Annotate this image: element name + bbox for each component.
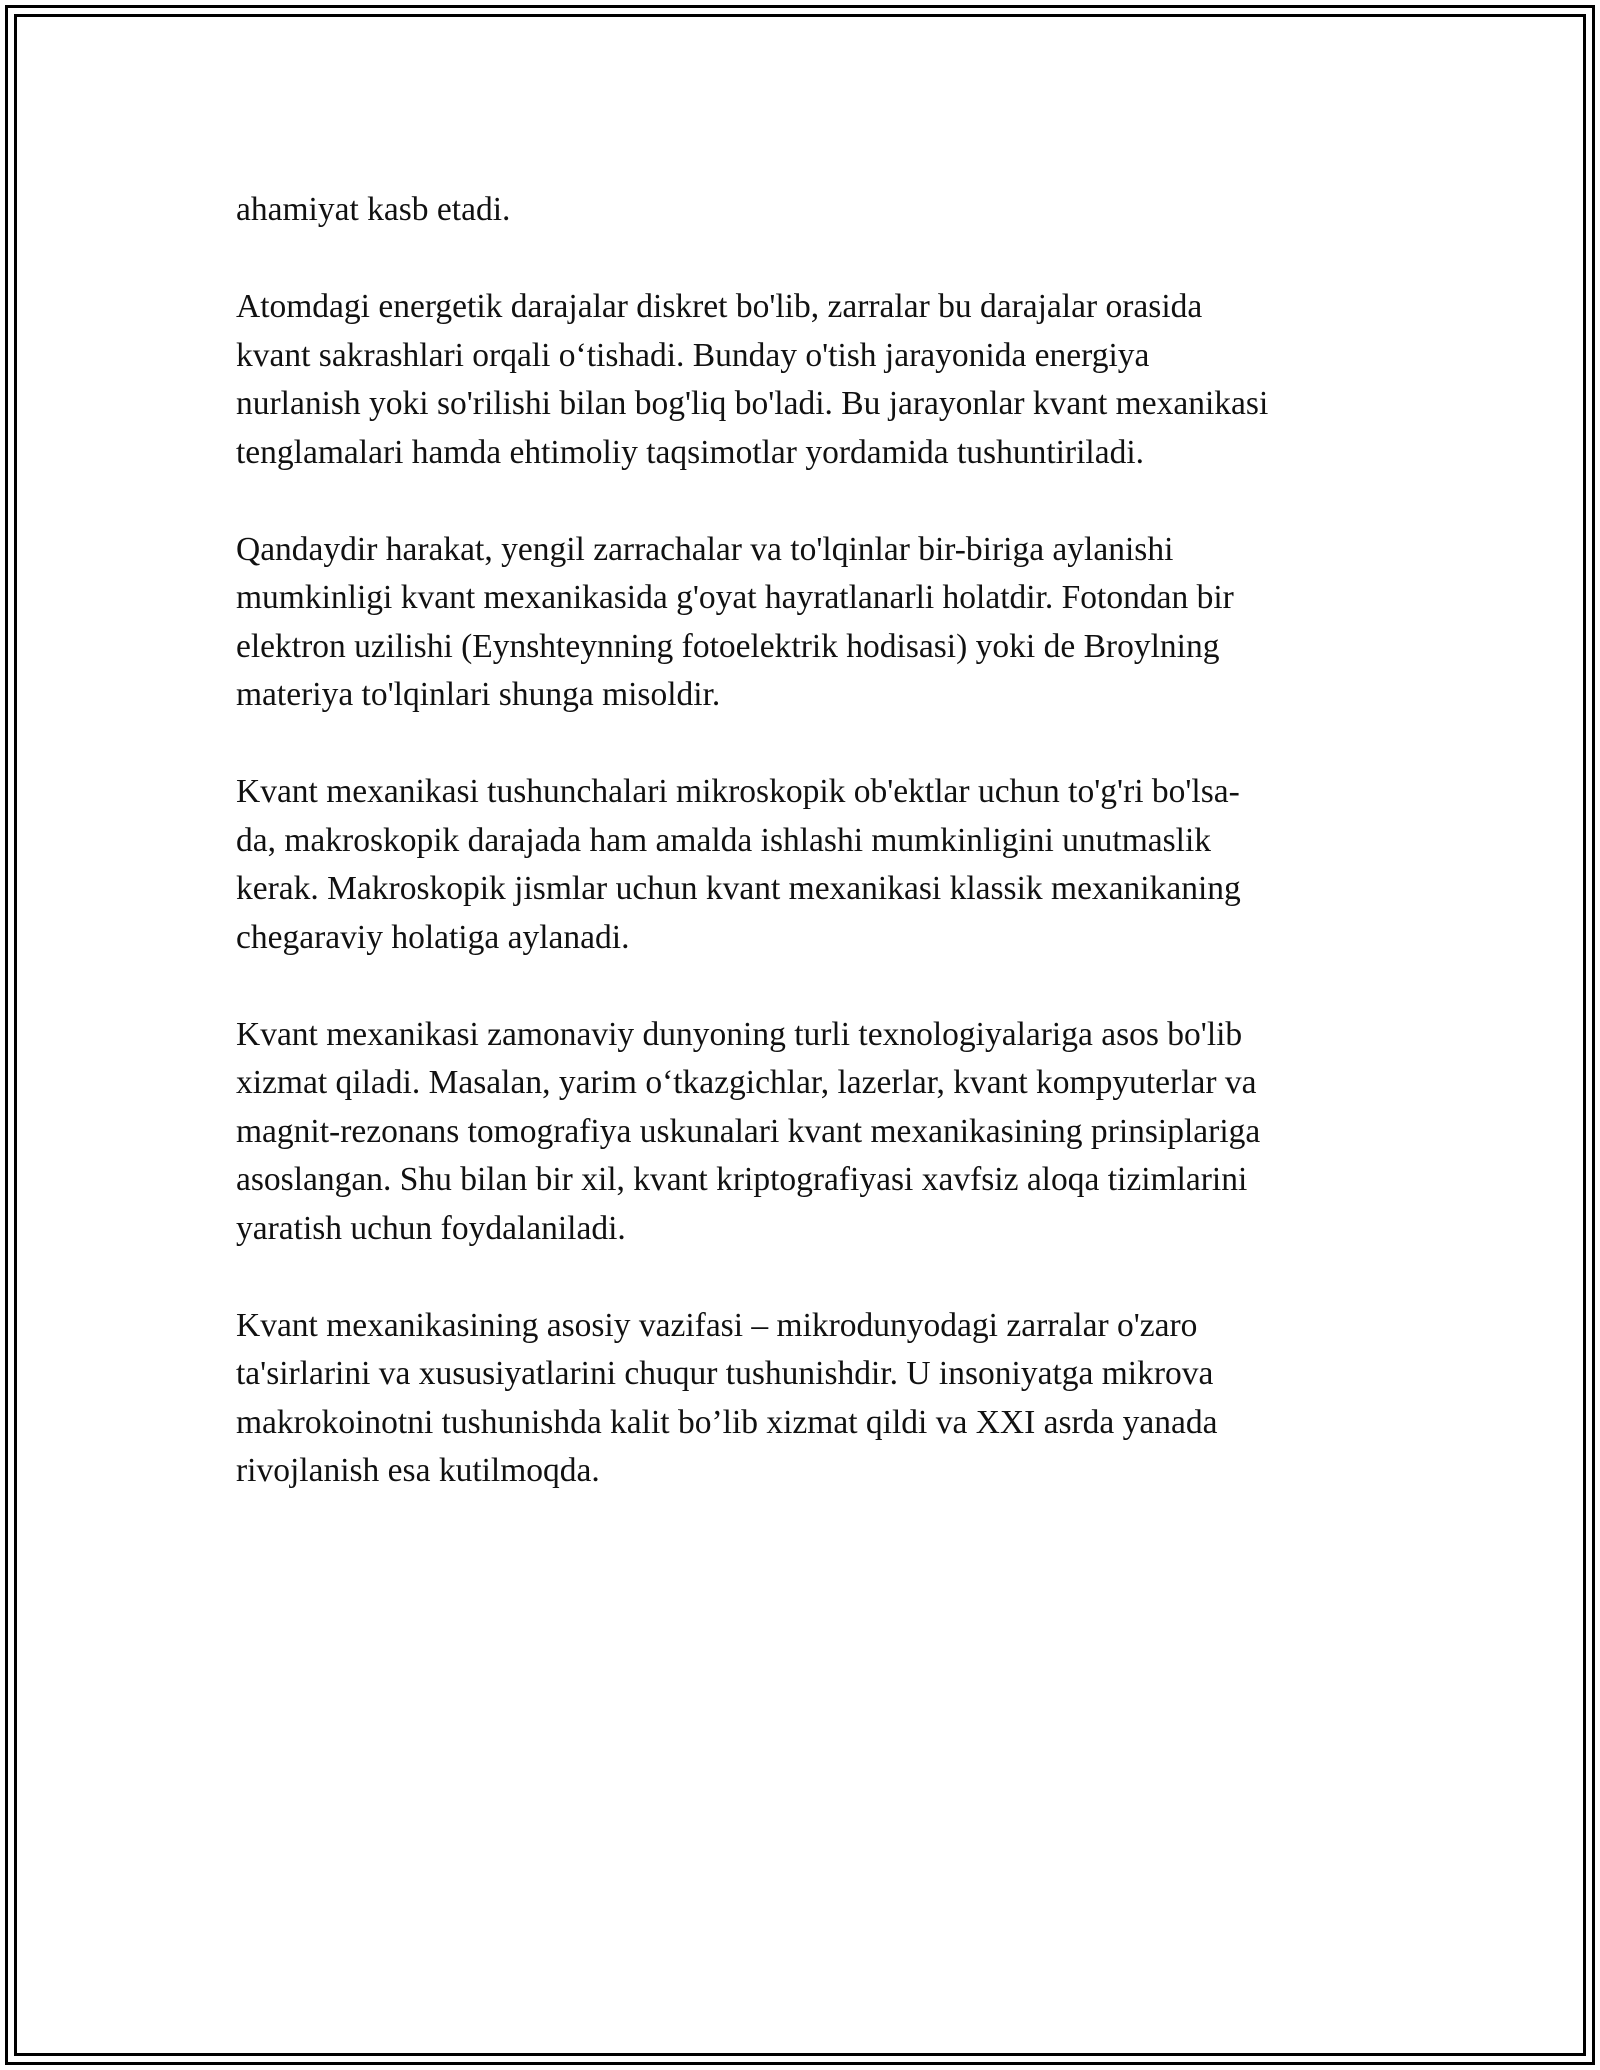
text-line: xizmat qiladi. Masalan, yarim o‘tkazgichlar, lazerlar, kvant kompyuterlar va: [236, 1064, 1257, 1101]
text-line: makrokoinotni tushunishda kalit bo’lib xizmat qildi va XXI asrda yanada: [236, 1403, 1218, 1441]
paragraph: [236, 526, 1376, 720]
text-line: chegaraviy holatiga aylanadi.: [236, 918, 630, 956]
text-line: magnit-rezonans tomografiya uskunalari kvant mexanikasining prinsiplariga: [236, 1112, 1261, 1150]
paragraph: [236, 186, 1376, 235]
text-line: Qandaydir harakat, yengil zarrachalar va to'lqinlar bir-biriga aylanishi: [236, 530, 1174, 568]
text-line: mumkinligi kvant mexanikasida g'oyat hayratlanarli holatdir. Fotondan bir: [236, 579, 1234, 616]
text-line: da, makroskopik darajada ham amalda ishlashi mumkinligini unutmaslik: [236, 821, 1212, 859]
text-line: ta'sirlarini va xususiyatlarini chuqur tushunishdir. U insoniyatga mikrova: [236, 1355, 1214, 1392]
text-line: ahamiyat kasb etadi.: [236, 191, 511, 228]
text-line: kerak. Makroskopik jismlar uchun kvant mexanikasi klassik mexanikaning: [236, 870, 1241, 907]
text-line: asoslangan. Shu bilan bir xil, kvant kriptografiyasi xavfsiz aloqa tizimlarini: [236, 1161, 1248, 1198]
text-line: Kvant mexanikasi tushunchalari mikroskopik ob'ektlar uchun to'g'ri bo'lsa-: [236, 773, 1240, 810]
text-line: rivojlanish esa kutilmoqda.: [236, 1452, 600, 1489]
text-line: Kvant mexanikasi zamonaviy dunyoning turli texnologiyalariga asos bo'lib: [236, 1015, 1243, 1053]
text-line: nurlanish yoki so'rilishi bilan bog'liq bo'ladi. Bu jarayonlar kvant mexanikasi: [236, 385, 1269, 422]
text-line: Atomdagi energetik darajalar diskret bo'lib, zarralar bu darajalar orasida: [236, 288, 1203, 325]
text-line: yaratish uchun foydalaniladi.: [236, 1209, 626, 1247]
paragraph: [236, 768, 1376, 962]
text-line: elektron uzilishi (Eynshteynning fotoelektrik hodisasi) yoki de Broylning: [236, 627, 1220, 665]
document-body: [236, 186, 1376, 1544]
text-line: Kvant mexanikasining asosiy vazifasi – mikrodunyodagi zarralar o'zaro: [236, 1306, 1198, 1344]
text-line: kvant sakrashlari orqali o‘tishadi. Bunday o'tish jarayonida energiya: [236, 336, 1150, 374]
paragraph: [236, 1302, 1376, 1496]
paragraph: [236, 1011, 1376, 1254]
text-line: materiya to'lqinlari shunga misoldir.: [236, 676, 721, 713]
paragraph: [236, 283, 1376, 477]
text-line: tenglamalari hamda ehtimoliy taqsimotlar yordamida tushuntiriladi.: [236, 433, 1145, 471]
